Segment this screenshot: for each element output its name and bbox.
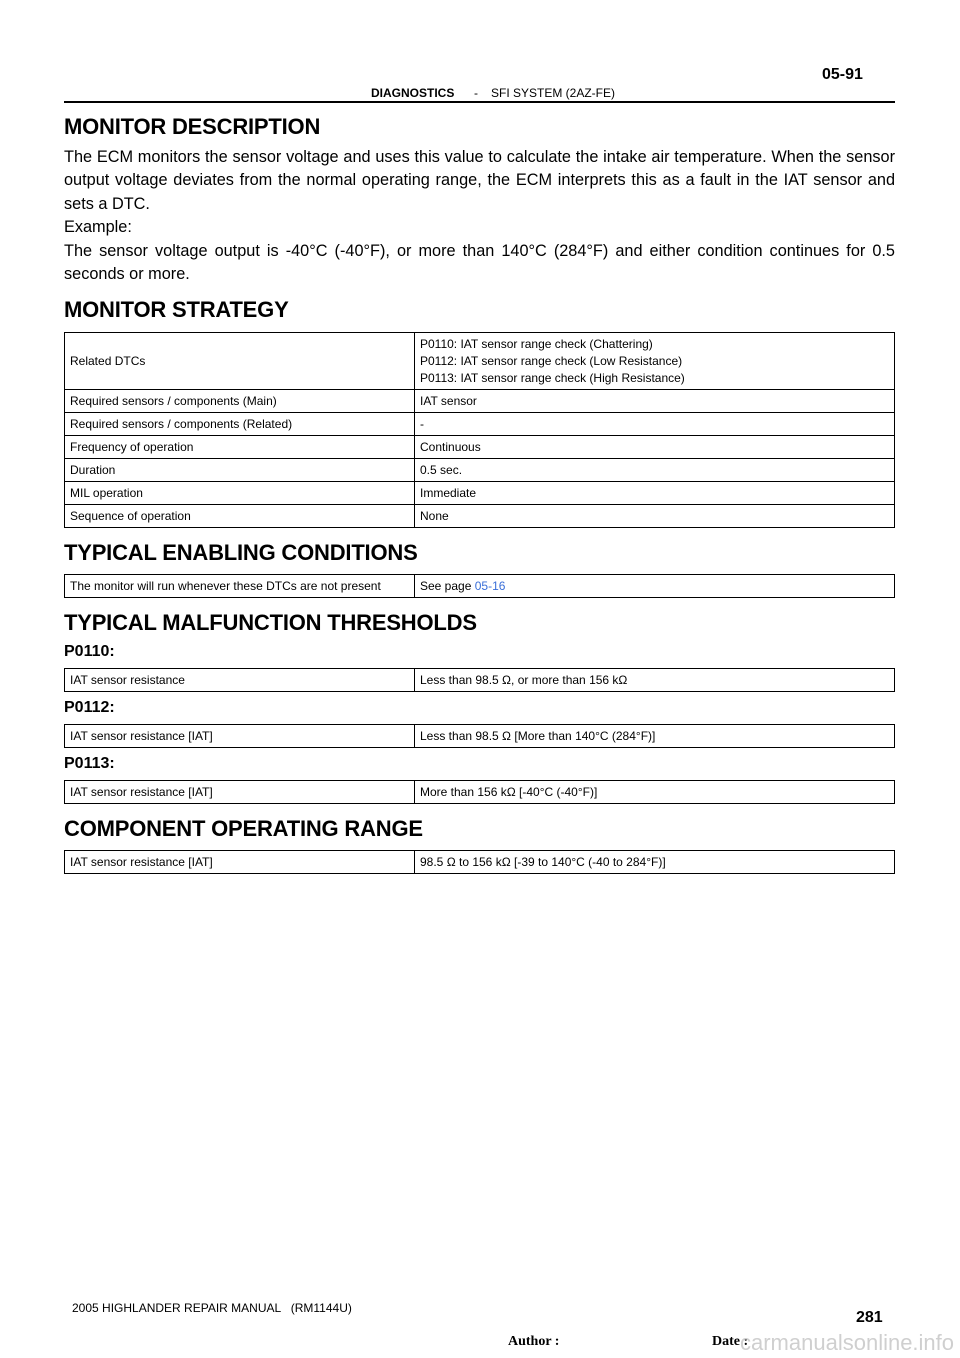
- watermark-text: carmanualsonline.info: [740, 1330, 955, 1355]
- see-page-prefix: See page: [420, 579, 475, 594]
- p0110-table: [64, 668, 895, 692]
- component-range-value: 98.5 Ω to 156 kΩ [-39 to 140°C (-40 to 284°F)]: [415, 851, 895, 874]
- table-row: [65, 781, 895, 804]
- footer-author-label: Author :: [508, 1334, 560, 1349]
- row-value: IAT sensor: [415, 390, 895, 413]
- component-range-title: COMPONENT OPERATING RANGE: [64, 816, 423, 842]
- page-content: [64, 112, 895, 874]
- row-value: None: [415, 505, 895, 528]
- component-range-table: [64, 850, 895, 874]
- p0110-value: Less than 98.5 Ω, or more than 156 kΩ: [415, 669, 895, 692]
- header-dash: -: [474, 86, 478, 100]
- page-link-05-16[interactable]: 05-16: [474, 579, 506, 594]
- p0110-code: P0110:: [64, 643, 115, 661]
- component-range-label: IAT sensor resistance [IAT]: [65, 851, 415, 874]
- p0113-label: IAT sensor resistance [IAT]: [65, 781, 415, 804]
- row-label: Duration: [65, 459, 415, 482]
- enabling-conditions-table: [64, 574, 895, 598]
- related-dtc-p0110: P0110: IAT sensor range check (Chattering): [420, 337, 653, 352]
- enabling-value: [415, 575, 895, 598]
- header-rule: [64, 101, 895, 103]
- row-label: Sequence of operation: [65, 505, 415, 528]
- footer-manual-title: 2005 HIGHLANDER REPAIR MANUAL (RM1144U): [72, 1301, 352, 1315]
- example-text: The sensor voltage output is -40°C (-40°F), or more than 140°C (284°F) and either condition continues for 0.5 seconds or more.: [64, 241, 895, 284]
- table-row: [65, 390, 895, 413]
- enabling-label: The monitor will run whenever these DTCs are not present: [65, 575, 415, 598]
- table-row: [65, 436, 895, 459]
- table-row: [65, 505, 895, 528]
- table-row: [65, 851, 895, 874]
- row-value: 0.5 sec.: [415, 459, 895, 482]
- row-value: Immediate: [415, 482, 895, 505]
- enabling-conditions-title: TYPICAL ENABLING CONDITIONS: [64, 540, 418, 566]
- row-value: -: [415, 413, 895, 436]
- monitor-description-paragraph: The ECM monitors the sensor voltage and uses this value to calculate the intake air temperature. When the sensor output voltage deviates from the normal operating range, the ECM interprets this as a fault in the IAT sensor and sets a DTC.: [64, 148, 895, 213]
- table-row: [65, 333, 895, 390]
- monitor-strategy-table: [64, 332, 895, 528]
- row-label: Required sensors / components (Main): [65, 390, 415, 413]
- p0113-table: [64, 780, 895, 804]
- p0110-label: IAT sensor resistance: [65, 669, 415, 692]
- header-system: SFI SYSTEM (2AZ-FE): [491, 86, 616, 100]
- table-row: [65, 413, 895, 436]
- table-row: [65, 459, 895, 482]
- related-dtc-p0113: P0113: IAT sensor range check (High Resistance): [420, 371, 685, 386]
- footer-page-number: 281: [856, 1309, 883, 1326]
- row-label: Required sensors / components (Related): [65, 413, 415, 436]
- p0112-value: Less than 98.5 Ω [More than 140°C (284°F)]: [415, 725, 895, 748]
- related-dtcs-label: Related DTCs: [65, 333, 415, 390]
- p0113-code: P0113:: [64, 755, 115, 773]
- row-label: MIL operation: [65, 482, 415, 505]
- monitor-description-title: MONITOR DESCRIPTION: [64, 114, 321, 139]
- table-row: [65, 575, 895, 598]
- related-dtcs-values: [415, 333, 895, 390]
- thresholds-title: TYPICAL MALFUNCTION THRESHOLDS: [64, 610, 477, 636]
- table-row: [65, 482, 895, 505]
- monitor-strategy-title: MONITOR STRATEGY: [64, 297, 289, 323]
- p0112-table: [64, 724, 895, 748]
- table-row: [65, 669, 895, 692]
- p0112-code: P0112:: [64, 699, 115, 717]
- header-section: DIAGNOSTICS: [371, 86, 455, 100]
- page-code: 05-91: [822, 66, 863, 83]
- example-label: Example:: [64, 218, 132, 237]
- row-label: Frequency of operation: [65, 436, 415, 459]
- p0113-value: More than 156 kΩ [-40°C (-40°F)]: [415, 781, 895, 804]
- footer-date-label: Date :: [712, 1334, 749, 1349]
- p0112-label: IAT sensor resistance [IAT]: [65, 725, 415, 748]
- row-value: Continuous: [415, 436, 895, 459]
- table-row: [65, 725, 895, 748]
- related-dtc-p0112: P0112: IAT sensor range check (Low Resistance): [420, 354, 683, 369]
